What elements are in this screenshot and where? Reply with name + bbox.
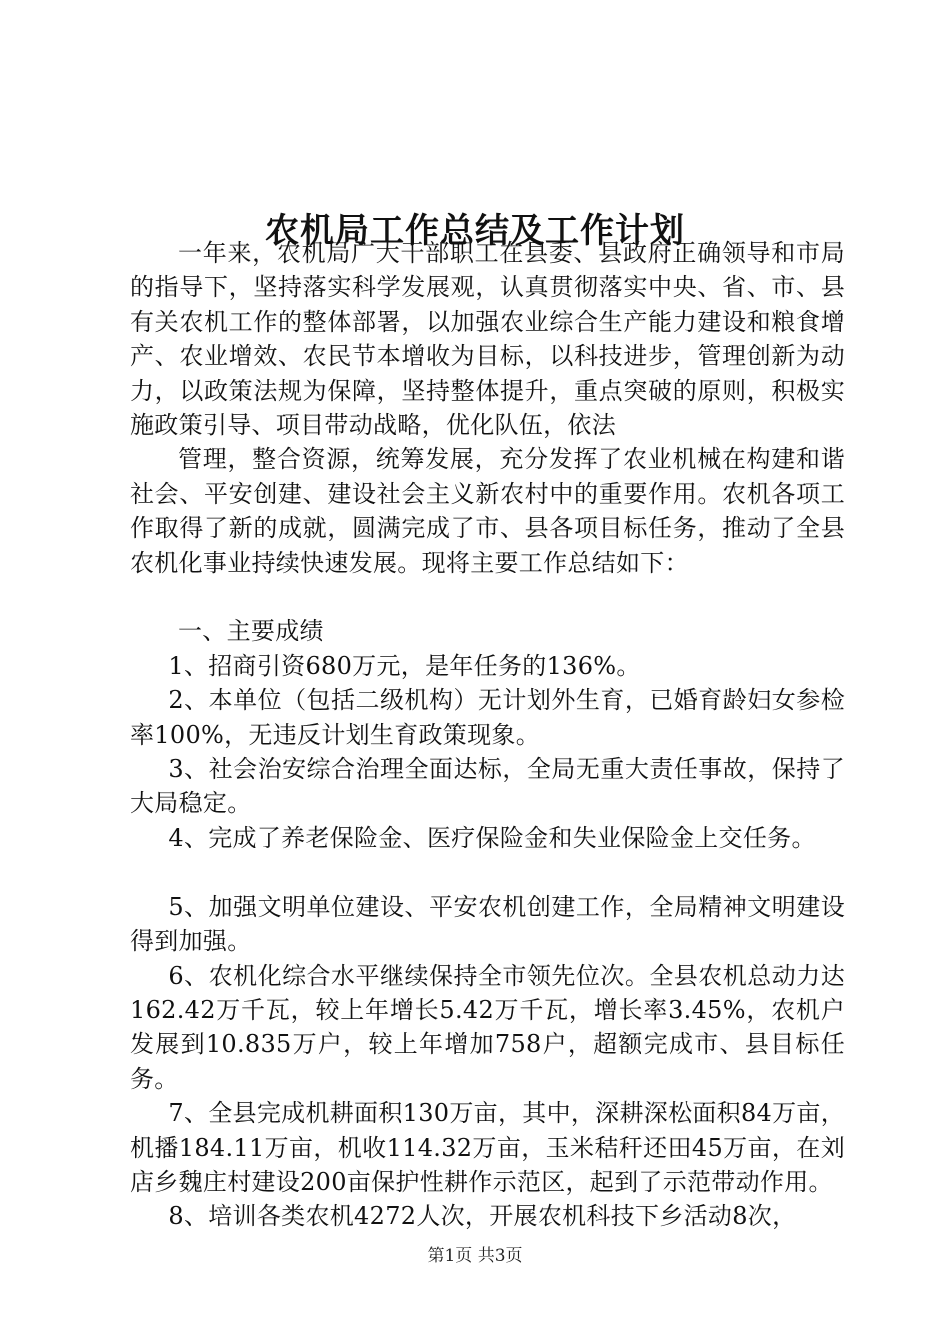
list-item: 1、招商引资680万元，是年任务的136%。 — [168, 651, 641, 680]
list-item: 7、全县完成机耕面积130万亩，其中，深耕深松面积84万亩，机播184.11万亩，机收114.32万亩，玉米秸秆还田45万亩，在刘店乡魏庄村建设200亩保护性耕作示范区，起到了示范带动作用。 — [130, 1099, 846, 1196]
paragraph-gap — [130, 855, 845, 889]
list-item: 4、完成了养老保险金、医疗保险金和失业保险金上交任务。 — [168, 823, 816, 852]
paragraph-intro: 一年来，农机局广大干部职工在县委、县政府正确领导和市局的指导下，坚持落实科学发展观，认真贯彻落实中央、省、市、县有关农机工作的整体部署，以加强农业综合生产能力建设和粮食增产、农业增效、农民节本增收为目标，以科技进步，管理创新为动力，以政策法规为保障，坚持整体提升，重点突破的原则，积极实施政策引导、项目带动战略，优化队伍，依法 — [130, 239, 845, 440]
page-footer: 第1页 共3页 — [427, 1246, 523, 1266]
page-title: 农机局工作总结及工作计划 — [265, 210, 685, 251]
list-item: 5、加强文明单位建设、平安农机创建工作，全局精神文明建设得到加强。 — [130, 892, 845, 956]
list-item: 3、社会治安综合治理全面达标，全局无重大责任事故，保持了大局稳定。 — [130, 755, 845, 818]
paragraph-gap — [130, 580, 845, 614]
document-body — [130, 236, 845, 1234]
list-item: 6、农机化综合水平继续保持全市领先位次。全县农机总动力达162.42万千瓦，较上年增长5.42万千瓦，增长率3.45%，农机户发展到10.835万户，较上年增加758户，超额完成市、县目标任务。 — [130, 961, 845, 1093]
list-item: 2、本单位（包括二级机构）无计划外生育，已婚育龄妇女参检率100%，无违反计划生育政策现象。 — [130, 686, 845, 749]
section-heading: 一、主要成绩 — [178, 617, 324, 646]
list-item: 8、培训各类农机4272人次，开展农机科技下乡活动8次， — [168, 1202, 797, 1231]
paragraph-intro-continued: 管理，整合资源，统筹发展，充分发挥了农业机械在构建和谐社会、平安创建、建设社会主义新农村中的重要作用。农机各项工作取得了新的成就，圆满完成了市、县各项目标任务，推动了全县农机化事业持续快速发展。现将主要工作总结如下： — [130, 445, 845, 577]
